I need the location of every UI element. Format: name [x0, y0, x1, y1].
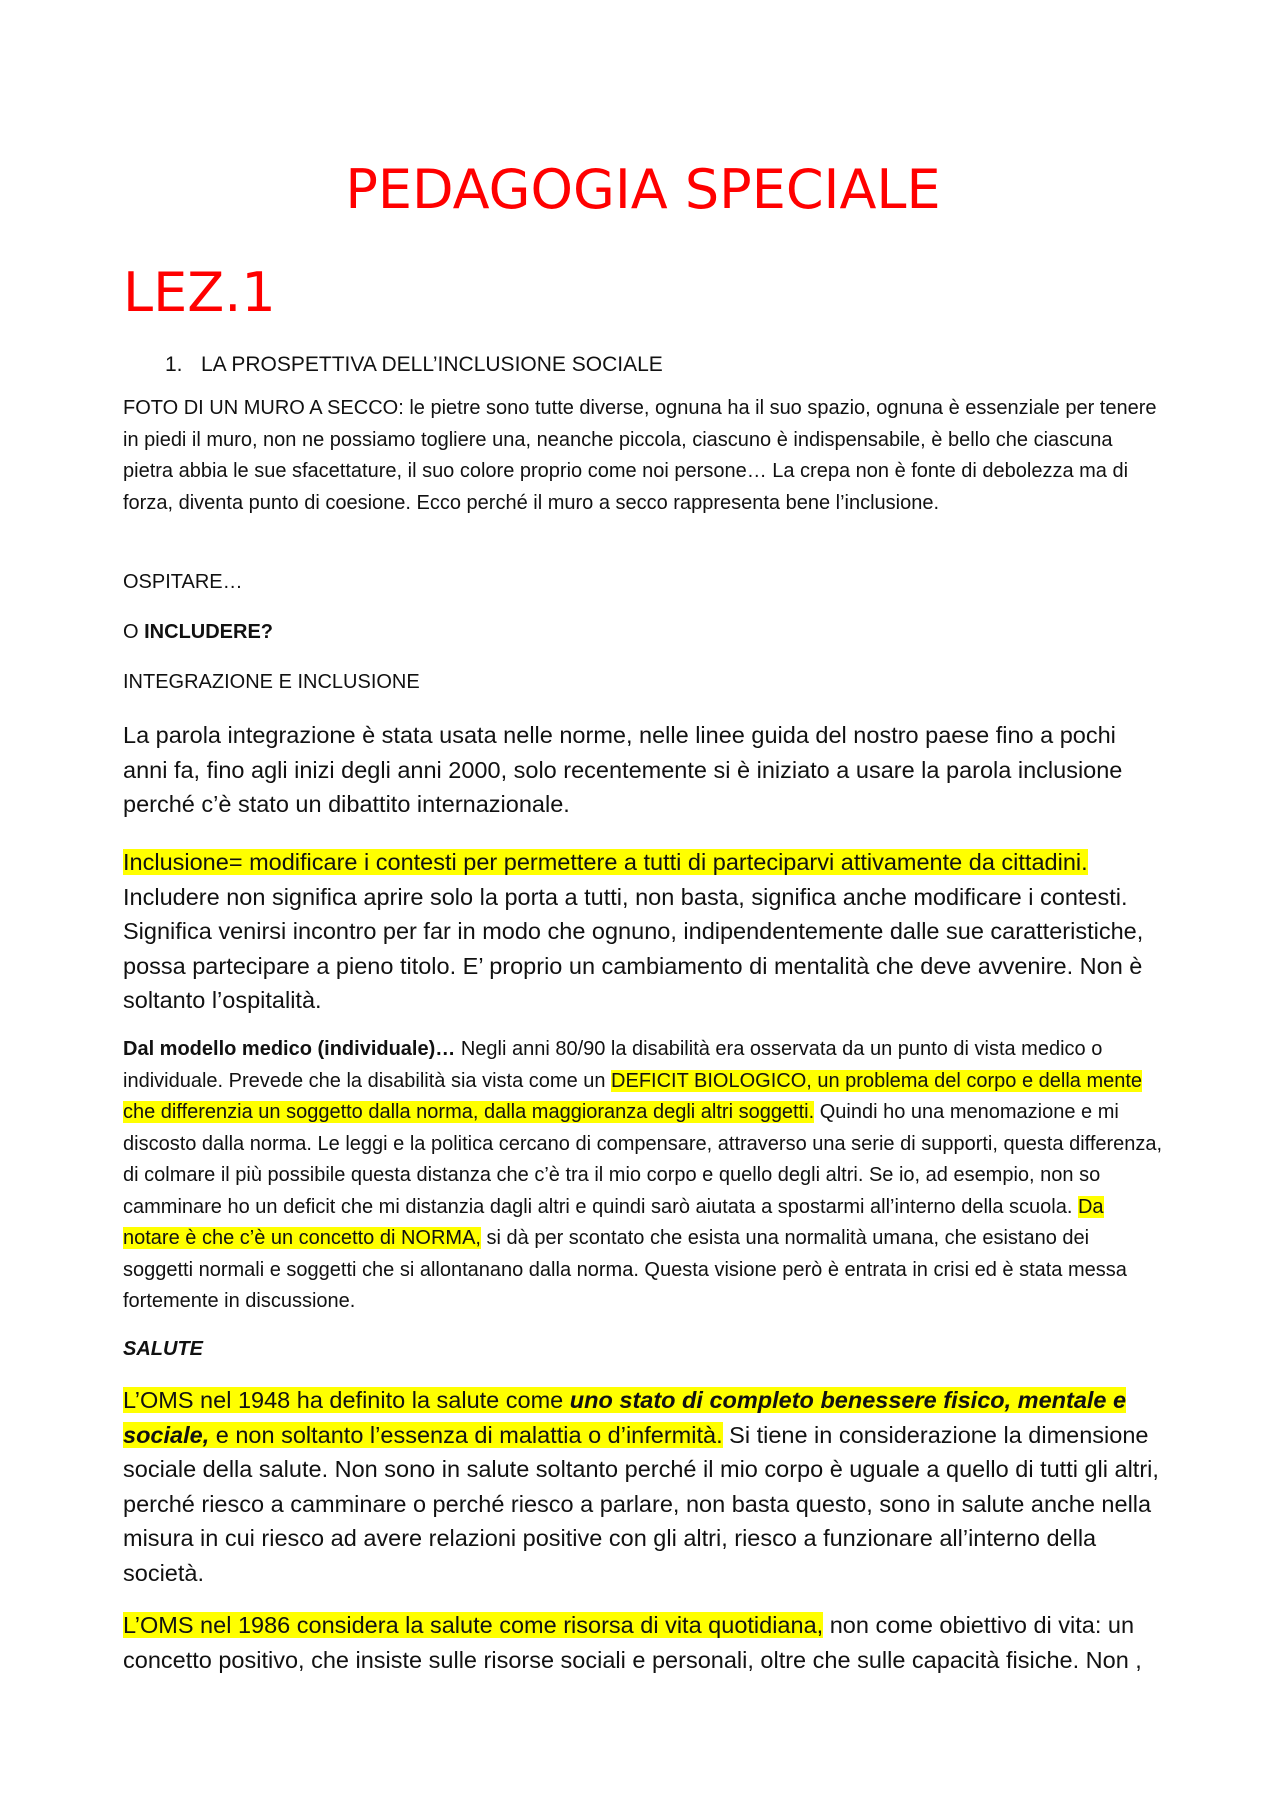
highlight-concetto-norma: Da notare è che c’è un concetto di NORMA,	[123, 1195, 1104, 1249]
paragraph-includere	[123, 617, 1163, 649]
oms-1948-definition: uno stato di completo benessere fisico, mentale e sociale,	[123, 1387, 1127, 1448]
paragraph-ospitare: OSPITARE…	[123, 571, 243, 593]
heading-integrazione-inclusione: INTEGRAZIONE E INCLUSIONE	[123, 671, 420, 693]
heading-salute: SALUTE	[123, 1338, 203, 1360]
paragraph-inclusione	[123, 845, 1163, 1018]
medico-text-b: Quindi ho una menomazione e mi discosto dalla norma. Le leggi e la politica cercano di compensare, attraverso una serie di supporti, questa differenza, di colmare il più possibile questa distanza che c’è tra il mio corpo e quello degli altri. Se io, ad esempio, non so camminare ho un deficit che mi distanzia dagli altri e quindi sarò aiutata a spostarmi all’interno della scuola.	[123, 1101, 1163, 1218]
includere-prefix: O	[123, 621, 145, 643]
highlight-deficit-biologico: DEFICIT BIOLOGICO, un problema del corpo e della mente che differenzia un soggetto dalla norma, dalla maggioranza degli altri soggetti.	[123, 1069, 1143, 1123]
lesson-heading: LEZ.1	[123, 261, 276, 324]
list-heading-text: LA PROSPETTIVA DELL’INCLUSIONE SOCIALE	[201, 353, 663, 376]
list-number: 1.	[165, 353, 183, 376]
medico-text-c: si dà per scontato che esista una normalità umana, che esistano dei soggetti normali e soggetti che si allontanano dalla norma. Questa visione però è entrata in crisi ed è stata messa fortemente in discussione.	[123, 1227, 1127, 1312]
oms-1986-rest: non come obiettivo di vita: un concetto positivo, che insiste sulle risorse sociali e personali, oltre che sulle capacità fisiche. Non ,	[123, 1612, 1142, 1673]
paragraph-oms-1948	[123, 1383, 1163, 1590]
oms-1948-rest: Si tiene in considerazione la dimensione sociale della salute. Non sono in salute soltanto perché il mio corpo è uguale a quello di tutti gli altri, perché riesco a camminare o perché riesco a parlare, non basta questo, sono in salute anche nella misura in cui riesco ad avere relazioni positive con gli altri, riesco a funzionare all’interno della società.	[123, 1421, 1159, 1586]
oms-1948-text-b: e non soltanto l’essenza di malattia o d’infermità.	[209, 1421, 723, 1448]
paragraph-modello-medico	[123, 1034, 1163, 1318]
document-title: PEDAGOGIA SPECIALE	[345, 158, 941, 221]
paragraph-muro-a-secco: FOTO DI UN MURO A SECCO: le pietre sono tutte diverse, ognuna ha il suo spazio, ognuna è essenziale per tenere in piedi il muro, non ne possiamo togliere una, neanche piccola, ciascuno è indispensabile, è bello che ciascuna pietra abbia le sue sfacettature, il suo colore proprio come noi persone… La crepa non è fonte di debolezza ma di forza, diventa punto di coesione. Ecco perché il muro a secco rappresenta bene l’inclusione.	[123, 397, 1157, 514]
oms-1948-text-a: L’OMS nel 1948 ha definito la salute come	[123, 1387, 570, 1413]
numbered-heading	[165, 350, 663, 380]
paragraph-integrazione: La parola integrazione è stata usata nelle norme, nelle linee guida del nostro paese fino a pochi anni fa, fino agli inizi degli anni 2000, solo recentemente si è iniziato a usare la parola inclusione perché c’è stato un dibattito internazionale.	[123, 722, 1123, 817]
modello-medico-bold: Dal modello medico (individuale)…	[123, 1038, 456, 1060]
includere-bold: INCLUDERE?	[144, 621, 274, 643]
inclusione-rest: Includere non significa aprire solo la porta a tutti, non basta, significa anche modificare i contesti. Significa venirsi incontro per far in modo che ognuno, indipendentemente dalle sue caratteristiche, possa partecipare a pieno titolo. E’ proprio un cambiamento di mentalità che deve avvenire. Non è soltanto l’ospitalità.	[123, 883, 1144, 1013]
highlight-inclusione-definition: Inclusione= modificare i contesti per permettere a tutti di parteciparvi attivamente da cittadini.	[123, 849, 1088, 875]
medico-text-a: Negli anni 80/90 la disabilità era osservata da un punto di vista medico o individuale. Prevede che la disabilità sia vista come un	[123, 1038, 1103, 1092]
paragraph-oms-1986	[123, 1608, 1163, 1677]
highlight-oms-1986: L’OMS nel 1986 considera la salute come risorsa di vita quotidiana,	[123, 1612, 824, 1638]
